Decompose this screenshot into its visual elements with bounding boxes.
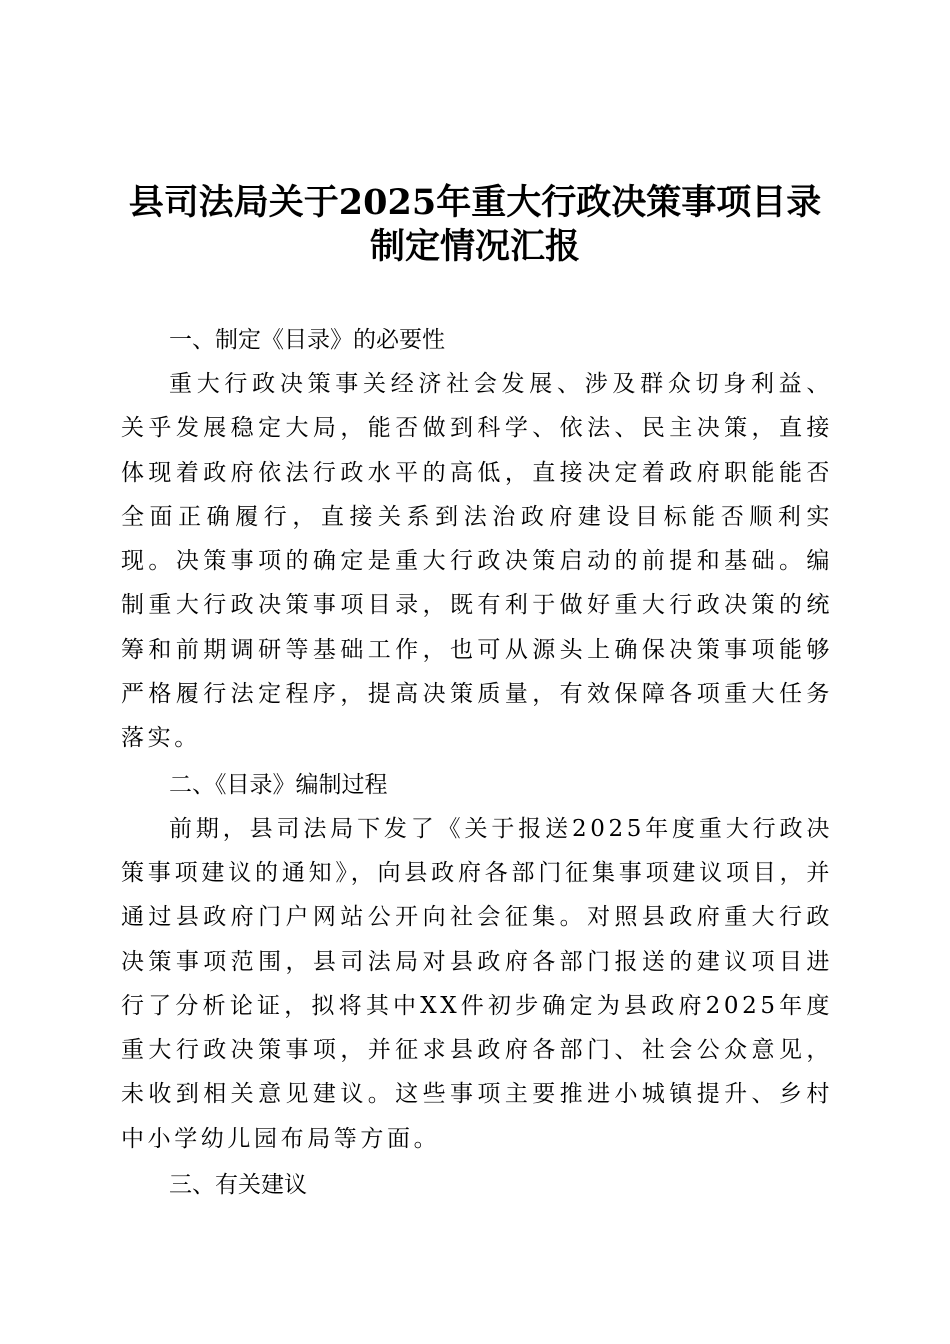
section-heading-necessity: 一、制定《目录》的必要性 bbox=[169, 327, 445, 353]
section-paragraph-process: 前期，县司法局下发了《关于报送2025年度重大行政决策事项建议的通知》，向县政府各部门征集事项建议项目，并通过县政府门户网站公开向社会征集。对照县政府重大行政决策事项范围，县司法局对县政府各部门报送的建议项目进行了分析论证，拟将其中XX件初步确定为县政府2025年度重大行政决策事项，并征求县政府各部门、社会公众意见，未收到相关意见建议。这些事项主要推进小城镇提升、乡村中小学幼儿园布局等方面。 bbox=[121, 815, 833, 1152]
section-heading-process: 二、《目录》编制过程 bbox=[169, 771, 388, 798]
section-paragraph-necessity: 重大行政决策事关经济社会发展、涉及群众切身利益、关乎发展稳定大局，能否做到科学、依法、民主决策，直接体现着政府依法行政水平的高低，直接决定着政府职能能否全面正确履行，直接关系到法治政府建设目标能否顺利实现。决策事项的确定是重大行政决策启动的前提和基础。编制重大行政决策事项目录，既有利于做好重大行政决策的统筹和前期调研等基础工作，也可从源头上确保决策事项能够严格履行法定程序，提高决策质量，有效保障各项重大任务落实。 bbox=[121, 371, 833, 752]
document-title-line-2: 制定情况汇报 bbox=[369, 226, 580, 267]
document-body bbox=[121, 318, 833, 1207]
document-title-line-1: 县司法局关于2025年重大行政决策事项目录 bbox=[128, 182, 822, 223]
section-heading-suggestions: 三、有关建议 bbox=[169, 1172, 307, 1199]
